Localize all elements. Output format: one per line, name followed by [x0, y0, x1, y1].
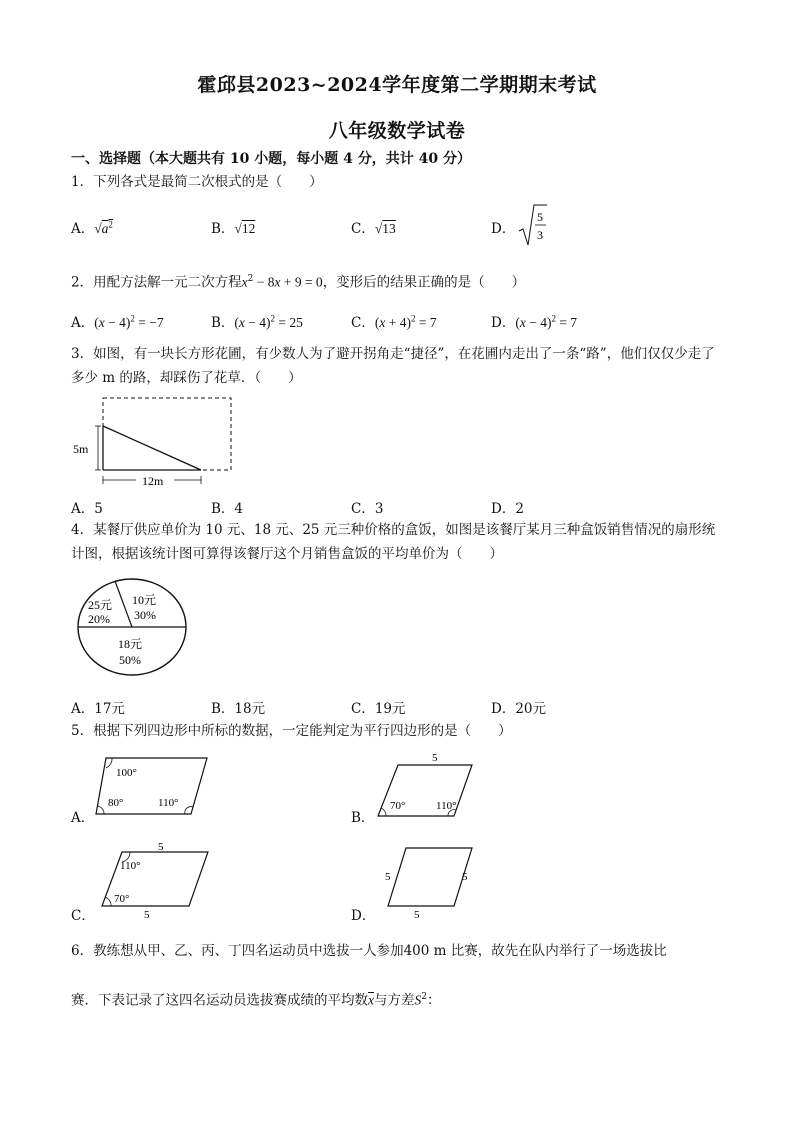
q4-option-a: A．17元 [71, 701, 125, 717]
svg-text:5: 5 [537, 210, 543, 224]
q5-figure-c [92, 840, 217, 924]
q5-figure-a [92, 752, 242, 826]
q4-option-c: C．19元 [351, 701, 406, 717]
q1-option-b: B．√12 [211, 221, 256, 237]
svg-text:100°: 100° [116, 767, 137, 779]
svg-text:5: 5 [158, 841, 164, 853]
exam-title: 霍邱县2023~2024学年度第二学期期末考试 [197, 74, 597, 96]
q3-option-a: A．5 [71, 501, 103, 517]
svg-text:80°: 80° [108, 797, 124, 809]
pie-pct-25: 20% [88, 612, 110, 626]
q2-option-d: D．$(x - 4)^2 = 7$ [491, 313, 578, 331]
q5-option-c: C． [71, 908, 95, 924]
svg-text:5: 5 [385, 871, 391, 883]
q4-stem: 4．某餐厅供应单价为 10 元、18 元、25 元三种价格的盒饭，如图是该餐厅某月三种盒饭销售情况的扇形统计图，根据该统计图可算得该餐厅这个月销售盒饭的平均单价为（ ） [71, 522, 716, 562]
q5-figure-d [376, 840, 486, 924]
q2-stem: 2．用配方法解一元二次方程$x^2 - 8x + 9 = 0$，变形后的结果正确的是（ ） [71, 274, 526, 291]
q5-option-d: D． [351, 908, 376, 924]
q4-pie-chart [74, 576, 190, 684]
q1-option-d-fraction [517, 203, 547, 251]
q5-option-b: B． [351, 810, 375, 826]
q3-option-d: D．2 [491, 501, 524, 517]
q1-option-c: C．√13 [351, 221, 396, 237]
svg-text:5: 5 [462, 871, 468, 883]
q2-option-a: A．$(x - 4)^2 = -7$ [71, 313, 164, 331]
q1-stem: 1．下列各式是最简二次根式的是（ ） [71, 174, 323, 190]
q6-line2: 赛．下表记录了这四名运动员选拔赛成绩的平均数$\overline{x}$与方差$S^2$： [71, 992, 441, 1009]
svg-text:110°: 110° [436, 800, 457, 812]
pie-label-10: 10元 [132, 593, 157, 607]
q3-figure [70, 394, 240, 498]
q3-option-c: C．3 [351, 501, 384, 517]
svg-text:70°: 70° [114, 893, 130, 905]
exam-subtitle: 八年级数学试卷 [328, 120, 466, 142]
q5-option-a: A． [71, 810, 95, 826]
q1-option-a: A．$√a^2$ [71, 219, 113, 237]
q5-stem: 5．根据下列四边形中所标的数据，一定能判定为平行四边形的是（ ） [71, 723, 512, 739]
svg-text:5: 5 [432, 752, 438, 764]
q2-option-c: C．$(x + 4)^2 = 7$ [351, 313, 437, 331]
svg-text:5m: 5m [73, 442, 89, 456]
q1-option-d: D． [491, 221, 516, 237]
q6-line1: 6．教练想从甲、乙、丙、丁四名运动员中选拔一人参加400 m 比赛，故先在队内举行了一场选拔比 [71, 943, 667, 959]
section-heading: 一、选择题（本大题共有 10 小题，每小题 4 分，共计 40 分） [71, 151, 471, 167]
pie-label-18: 18元 [118, 637, 143, 651]
q3-option-b: B．4 [211, 501, 244, 517]
svg-text:5: 5 [414, 909, 420, 920]
pie-label-25: 25元 [88, 598, 113, 612]
svg-text:70°: 70° [390, 800, 406, 812]
svg-text:110°: 110° [158, 797, 179, 809]
q2-option-b: B．$(x - 4)^2 = 25$ [211, 313, 303, 331]
svg-text:5: 5 [144, 909, 150, 920]
pie-pct-10: 30% [134, 608, 156, 622]
q4-option-b: B．18元 [211, 701, 266, 717]
pie-pct-18: 50% [119, 653, 141, 667]
q3-stem: 3．如图，有一块长方形花圃，有少数人为了避开拐角走“捷径”，在花圃内走出了一条“路”，他们仅仅少走了多少 m 的路，却踩伤了花草．（ ） [71, 346, 715, 386]
svg-text:110°: 110° [120, 860, 141, 872]
svg-text:3: 3 [537, 228, 543, 242]
q4-option-d: D．20元 [491, 701, 547, 717]
svg-text:12m: 12m [142, 474, 164, 488]
q5-figure-b [372, 750, 482, 824]
